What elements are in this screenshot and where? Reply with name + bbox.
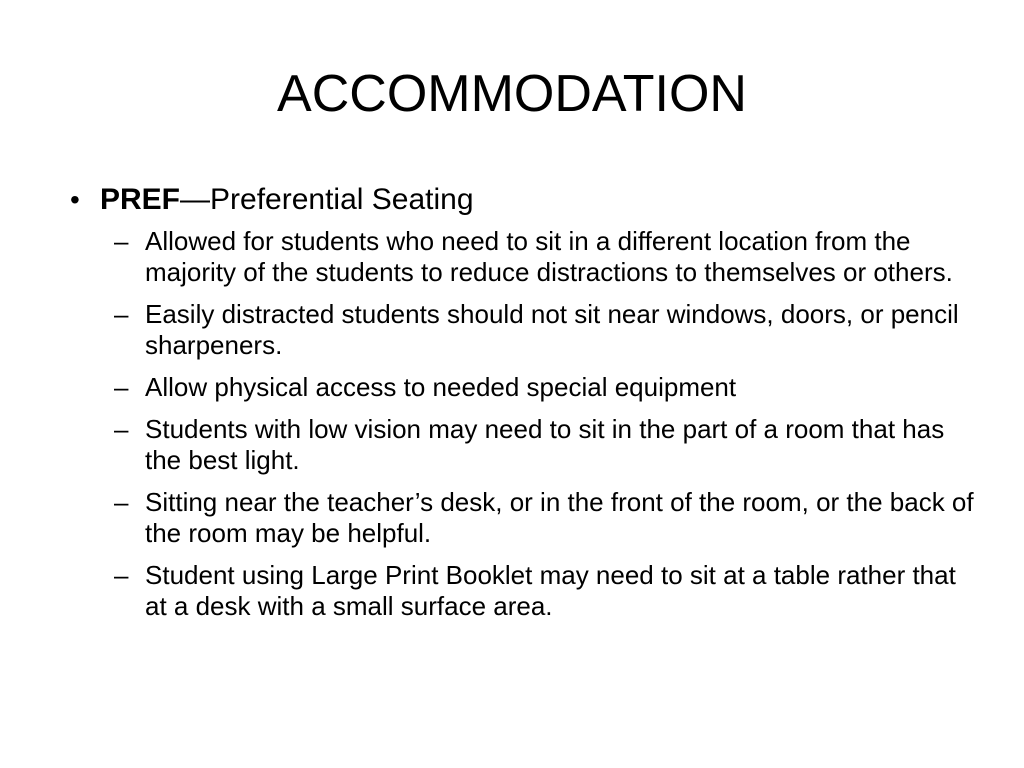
sub-bullet-item — [114, 299, 980, 361]
sub-bullet-item — [114, 372, 980, 403]
sub-bullet-item — [114, 560, 980, 622]
sub-bullet-text: Sitting near the teacher’s desk, or in the front of the room, or the back of the room may be helpful. — [145, 487, 974, 548]
sub-bullet-text: Student using Large Print Booklet may need to sit at a table rather that at a desk with a small surface area. — [145, 560, 956, 621]
dash-marker: – — [114, 487, 129, 517]
slide-title: ACCOMMODATION — [277, 65, 747, 123]
main-bullet — [70, 180, 980, 220]
dash-marker: – — [114, 560, 129, 590]
sub-bullet-text: Easily distracted students should not sit near windows, doors, or pencil sharpeners. — [145, 299, 959, 360]
dash-marker: – — [114, 414, 129, 444]
bullet-description: Preferential Seating — [210, 183, 474, 216]
bullet-term: PREF — [100, 183, 181, 216]
dash-marker: – — [114, 299, 129, 329]
sub-bullet-text: Allowed for students who need to sit in a different location from the majority of the students to reduce distractions to themselves or others. — [145, 226, 953, 287]
sub-bullet-item — [114, 414, 980, 476]
bullet-separator: — — [180, 183, 211, 216]
dash-marker: – — [114, 226, 129, 256]
sub-bullet-text: Allow physical access to needed special equipment — [145, 372, 737, 402]
bullet-marker: • — [70, 184, 80, 215]
main-bullet-text — [100, 180, 474, 220]
sub-bullet-text: Students with low vision may need to sit in the part of a room that has the best light. — [145, 414, 945, 475]
sub-bullet-item — [114, 487, 980, 549]
dash-marker: – — [114, 372, 129, 402]
slide-content — [70, 180, 980, 633]
sub-bullet-item — [114, 226, 980, 288]
sub-bullet-list — [70, 226, 980, 622]
